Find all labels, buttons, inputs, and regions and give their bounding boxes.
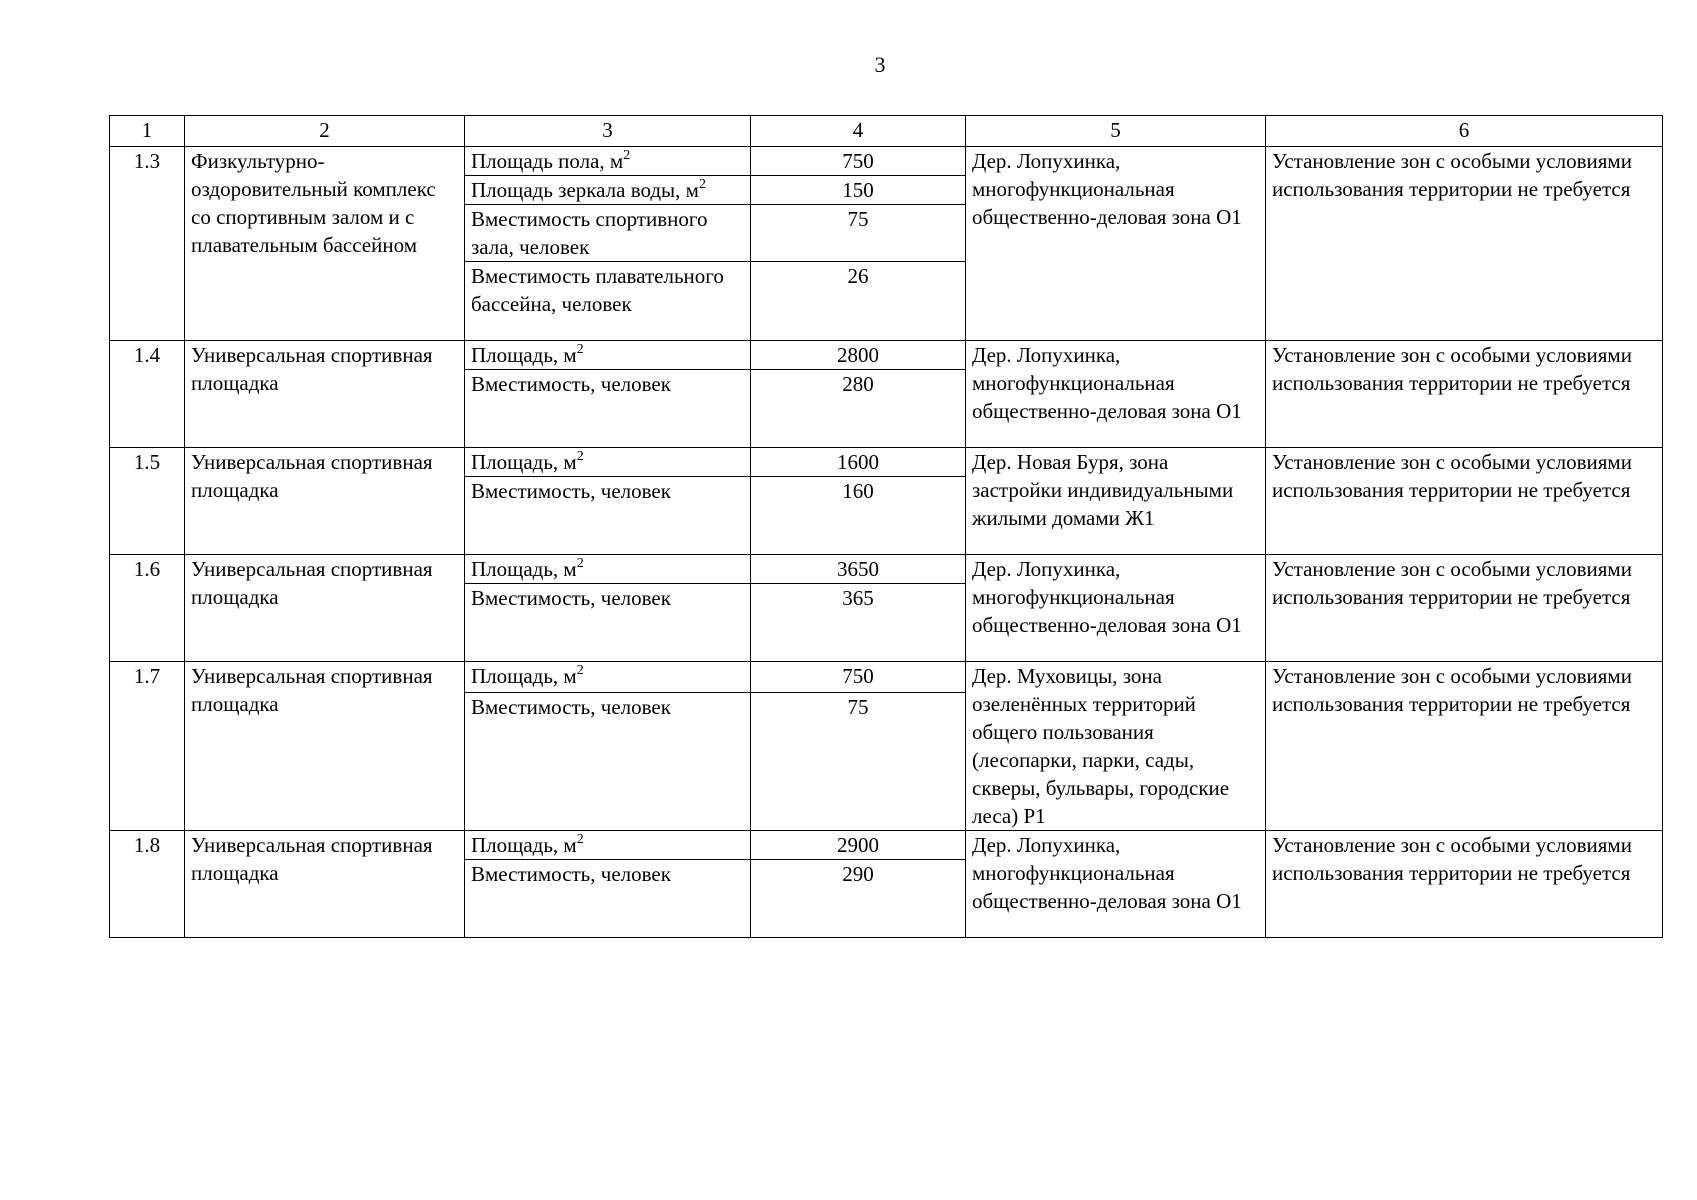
zones-cell: Установление зон с особыми условиями использования территории не требуется: [1266, 448, 1663, 555]
unit-exponent: 2: [698, 177, 706, 192]
parameter-cell: [465, 205, 751, 262]
location-cell: Дер. Лопухинка, многофункциональная общественно-деловая зона О1: [966, 341, 1266, 448]
parameter-label: Площадь, м: [471, 450, 577, 474]
header-cell: 2: [185, 116, 465, 147]
parameter-value: 750: [751, 662, 966, 693]
unit-exponent: 2: [623, 148, 631, 163]
parameter-value: 365: [751, 584, 966, 662]
unit-exponent: 2: [576, 449, 584, 464]
location-cell: Дер. Лопухинка, многофункциональная общественно-деловая зона О1: [966, 147, 1266, 341]
zones-cell: Установление зон с особыми условиями использования территории не требуется: [1266, 147, 1663, 341]
parameter-value: 750: [751, 147, 966, 176]
parameter-label: Вместимость, человек: [471, 694, 671, 719]
table-row: [110, 341, 1663, 370]
parameter-value: 2800: [751, 341, 966, 370]
parameter-value: 160: [751, 477, 966, 555]
parameter-label: Вместимость, человек: [471, 586, 671, 610]
parameter-label: Площадь, м: [471, 664, 577, 688]
parameter-label: Площадь, м: [471, 343, 577, 367]
row-number: 1.6: [110, 555, 185, 662]
parameter-cell: [465, 176, 751, 205]
unit-exponent: 2: [576, 663, 584, 678]
unit-exponent: 2: [576, 342, 584, 357]
parameter-value: 26: [751, 262, 966, 341]
header-cell: 5: [966, 116, 1266, 147]
table-row: [110, 662, 1663, 693]
location-cell: Дер. Муховицы, зона озеленённых территорий общего пользования (лесопарки, парки, сады, скверы, бульвары, городские леса) Р1: [966, 662, 1266, 831]
page-number: 3: [874, 52, 886, 77]
parameter-label: Вместимость, человек: [471, 862, 671, 886]
parameter-value: 75: [751, 692, 966, 830]
parameter-cell: [465, 147, 751, 176]
parameter-value: 3650: [751, 555, 966, 584]
parameter-value: 280: [751, 370, 966, 448]
parameter-cell: [465, 477, 751, 555]
parameter-label: Площадь пола, м: [471, 149, 624, 173]
row-number: 1.4: [110, 341, 185, 448]
parameter-cell: [465, 860, 751, 938]
header-cell: 4: [751, 116, 966, 147]
parameter-cell: [465, 584, 751, 662]
table-row: [110, 448, 1663, 477]
unit-exponent: 2: [576, 832, 584, 847]
parameter-cell: [465, 341, 751, 370]
zones-cell: Установление зон с особыми условиями использования территории не требуется: [1266, 341, 1663, 448]
parameter-value: 150: [751, 176, 966, 205]
zones-cell: Установление зон с особыми условиями использования территории не требуется: [1266, 555, 1663, 662]
facility-name: Физкультурно-оздоровительный комплекс со спортивным залом и с плавательным бассейном: [185, 147, 465, 341]
parameter-label: Вместимость, человек: [471, 479, 671, 503]
location-cell: Дер. Лопухинка, многофункциональная общественно-деловая зона О1: [966, 555, 1266, 662]
parameter-cell: [465, 692, 751, 830]
header-cell: 3: [465, 116, 751, 147]
parameter-cell: [465, 831, 751, 860]
parameter-cell: [465, 262, 751, 341]
table-row: [110, 831, 1663, 860]
parameter-label: Площадь, м: [471, 833, 577, 857]
row-number: 1.5: [110, 448, 185, 555]
zones-cell: Установление зон с особыми условиями использования территории не требуется: [1266, 662, 1663, 831]
table-row: [110, 147, 1663, 176]
parameter-label: Площадь, м: [471, 557, 577, 581]
parameter-value: 1600: [751, 448, 966, 477]
parameter-label: Вместимость плавательного бассейна, человек: [471, 264, 724, 316]
facilities-table: [109, 115, 1663, 938]
header-cell: 1: [110, 116, 185, 147]
zones-cell: Установление зон с особыми условиями использования территории не требуется: [1266, 831, 1663, 938]
parameter-cell: [465, 448, 751, 477]
table-row: [110, 555, 1663, 584]
location-cell: Дер. Лопухинка, многофункциональная общественно-деловая зона О1: [966, 831, 1266, 938]
facility-name: Универсальная спортивная площадка: [185, 448, 465, 555]
parameter-value: 2900: [751, 831, 966, 860]
row-number: 1.8: [110, 831, 185, 938]
parameter-label: Вместимость спортивного зала, человек: [471, 207, 708, 259]
facility-name: Универсальная спортивная площадка: [185, 555, 465, 662]
parameter-value: 75: [751, 205, 966, 262]
row-number: 1.7: [110, 662, 185, 831]
facility-name: Универсальная спортивная площадка: [185, 831, 465, 938]
parameter-label: Площадь зеркала воды, м: [471, 178, 699, 202]
table-body: [110, 116, 1663, 938]
facility-name: Универсальная спортивная площадка: [185, 662, 465, 831]
facility-name: Универсальная спортивная площадка: [185, 341, 465, 448]
parameter-label: Вместимость, человек: [471, 372, 671, 396]
row-number: 1.3: [110, 147, 185, 341]
unit-exponent: 2: [576, 556, 584, 571]
parameter-value: 290: [751, 860, 966, 938]
parameter-cell: [465, 370, 751, 448]
header-row: [110, 116, 1663, 147]
parameter-cell: [465, 662, 751, 693]
parameter-cell: [465, 555, 751, 584]
header-cell: 6: [1266, 116, 1663, 147]
location-cell: Дер. Новая Буря, зона застройки индивидуальными жилыми домами Ж1: [966, 448, 1266, 555]
